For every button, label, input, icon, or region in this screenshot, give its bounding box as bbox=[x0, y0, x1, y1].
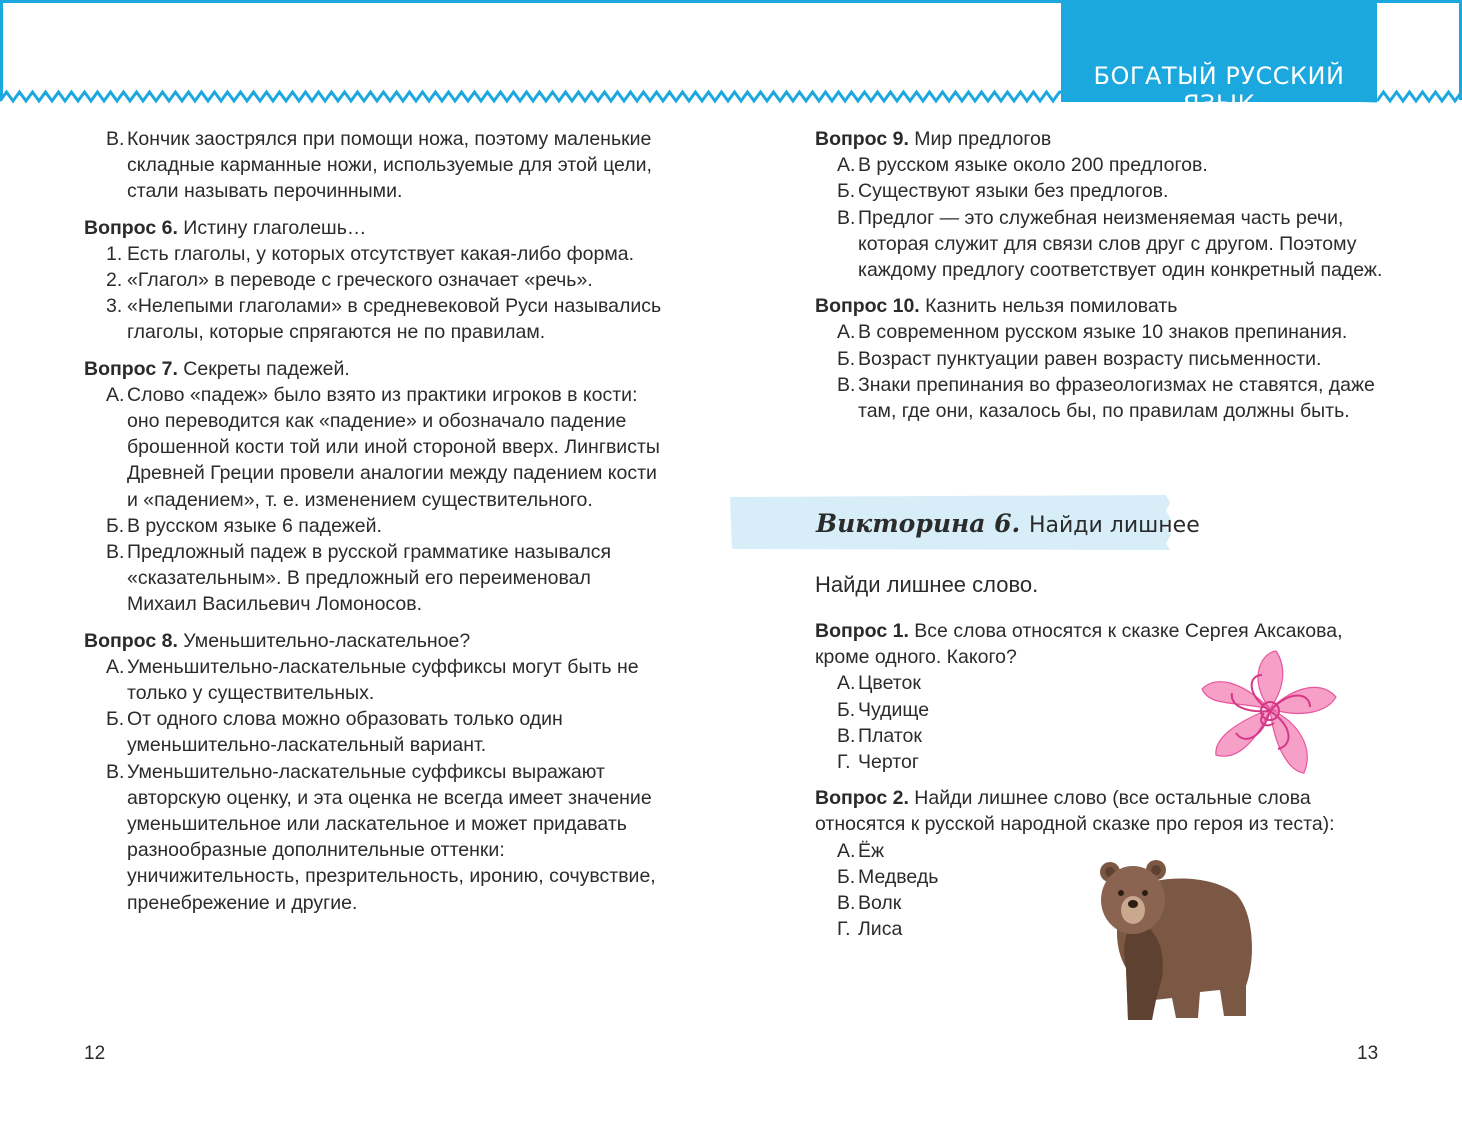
option-marker: В. bbox=[837, 206, 856, 229]
option-marker: В. bbox=[837, 892, 856, 915]
option-text: Волк bbox=[858, 892, 902, 915]
question-label: Вопрос 7. bbox=[84, 357, 178, 380]
page-number-left: 12 bbox=[84, 1043, 106, 1064]
question-label: Вопрос 9. bbox=[815, 128, 909, 150]
option bbox=[84, 759, 664, 916]
option-text: Медведь bbox=[858, 865, 939, 888]
left-page-column bbox=[84, 126, 664, 926]
quiz-intro: Найди лишнее слово. bbox=[815, 572, 1039, 597]
option bbox=[815, 178, 1415, 204]
option bbox=[815, 205, 1415, 284]
question-heading bbox=[84, 215, 664, 241]
option bbox=[815, 346, 1415, 372]
quiz-banner bbox=[730, 495, 1200, 551]
option-text: Чудище bbox=[858, 698, 930, 721]
quiz-title-main: Найди лишнее bbox=[1028, 513, 1200, 538]
option-marker: В. bbox=[106, 760, 125, 783]
option bbox=[84, 654, 664, 706]
option bbox=[84, 126, 664, 205]
option-marker: В. bbox=[837, 373, 856, 396]
question-title: Все слова относятся к сказке Сергея Аксакова, кроме одного. Какого? bbox=[815, 620, 1343, 669]
question-label: Вопрос 10. bbox=[815, 295, 920, 318]
question-title: Казнить нельзя помиловать bbox=[925, 295, 1178, 318]
option-marker: Б. bbox=[837, 180, 856, 203]
option bbox=[815, 916, 1375, 942]
option bbox=[84, 539, 664, 618]
header-tab bbox=[1061, 0, 1377, 118]
option-text: Чертог bbox=[858, 751, 919, 774]
option bbox=[84, 706, 664, 758]
question-heading bbox=[815, 785, 1375, 837]
quiz-title-prefix: Викторина 6. bbox=[816, 509, 1021, 538]
right-page-column bbox=[815, 126, 1415, 434]
left-questions bbox=[84, 215, 664, 916]
option-text: «Глагол» в переводе с греческого означает «речь». bbox=[127, 269, 593, 292]
option bbox=[84, 513, 664, 539]
question-heading bbox=[815, 293, 1415, 319]
question-heading bbox=[84, 356, 664, 382]
pink-flower-icon bbox=[1200, 648, 1340, 783]
option-marker: 3. bbox=[106, 295, 123, 318]
question bbox=[84, 356, 664, 618]
option-text: Слово «падеж» было взято из практики игроков в кости: оно переводится как «падение» и обозначало падение брошенной кости той или иной стороной вверх. Лингвисты Древней Греции провели аналогии между падением кости и «падением», т. е. изменением существительного. bbox=[127, 383, 660, 511]
question-title: Истину глаголешь… bbox=[183, 216, 367, 239]
question bbox=[84, 215, 664, 346]
question-label: Вопрос 1. bbox=[815, 620, 909, 642]
option-marker: Б. bbox=[106, 514, 125, 537]
question bbox=[815, 293, 1415, 424]
question-title: Найди лишнее слово (все остальные слова относятся к русской народной сказке про героя из теста): bbox=[815, 787, 1335, 836]
question-title: Мир предлогов bbox=[914, 128, 1052, 150]
header-title: БОГАТЫЙ РУССКИЙ ЯЗЫК bbox=[1093, 62, 1345, 118]
option-text: В русском языке 6 падежей. bbox=[127, 514, 382, 537]
question-label: Вопрос 2. bbox=[815, 787, 909, 810]
option-text: Платок bbox=[858, 724, 922, 747]
brown-bear-icon bbox=[1096, 858, 1260, 1022]
question-heading bbox=[815, 126, 1415, 152]
option bbox=[84, 241, 664, 267]
option-marker: 2. bbox=[106, 269, 123, 292]
option-marker: Б. bbox=[837, 698, 856, 721]
option bbox=[815, 152, 1415, 178]
option bbox=[815, 864, 1375, 890]
option-marker: А. bbox=[837, 839, 856, 862]
option bbox=[815, 319, 1415, 345]
option-text: Предложный падеж в русской грамматике назывался «сказательным». В предложный его переименовал Михаил Васильевич Ломоносов. bbox=[127, 541, 612, 616]
page-number-right: 13 bbox=[1357, 1043, 1379, 1064]
option-text: Существуют языки без предлогов. bbox=[858, 180, 1169, 203]
option-text: Есть глаголы, у которых отсутствует какая-либо форма. bbox=[127, 242, 634, 265]
option bbox=[815, 372, 1415, 424]
question-heading bbox=[84, 628, 664, 654]
option-marker: А. bbox=[837, 672, 856, 695]
option-marker: В. bbox=[106, 541, 125, 564]
option-marker: А. bbox=[106, 655, 125, 678]
option bbox=[84, 267, 664, 293]
option-text: Ёж bbox=[858, 839, 885, 862]
option-text: Уменьшительно-ласкательные суффиксы могут быть не только у существительных. bbox=[127, 655, 639, 705]
option-marker: Б. bbox=[837, 347, 856, 370]
option-marker: 1. bbox=[106, 242, 123, 265]
option-text: Предлог — это служебная неизменяемая часть речи, которая служит для связи слов друг с другом. Поэтому каждому предлогу соответствует один конкретный падеж. bbox=[858, 206, 1383, 282]
question-label: Вопрос 6. bbox=[84, 216, 178, 239]
option bbox=[815, 890, 1375, 916]
question-title: Секреты падежей. bbox=[183, 357, 350, 380]
question bbox=[815, 126, 1415, 283]
option-marker: В. bbox=[106, 128, 125, 150]
question bbox=[84, 628, 664, 916]
option-text: Цветок bbox=[858, 672, 921, 695]
question-title: Уменьшительно-ласкательное? bbox=[183, 629, 471, 652]
option-marker: Б. bbox=[837, 865, 856, 888]
option-text: Лиса bbox=[858, 918, 903, 941]
option bbox=[815, 838, 1375, 864]
option-marker: Г. bbox=[837, 918, 851, 941]
option-text: Кончик заострялся при помощи ножа, поэтому маленькие складные карманные ножи, используемые для этой цели, стали называть перочинными. bbox=[127, 128, 652, 203]
option-text: В русском языке около 200 предлогов. bbox=[858, 154, 1208, 177]
right-questions bbox=[815, 126, 1415, 424]
option-text: Знаки препинания во фразеологизмах не ставятся, даже там, где они, казалось бы, по правилам должны быть. bbox=[858, 373, 1375, 423]
quiz-title bbox=[816, 509, 1200, 538]
option-text: Возраст пунктуации равен возрасту письменности. bbox=[858, 347, 1322, 370]
option bbox=[84, 293, 664, 345]
option-text: В современном русском языке 10 знаков препинания. bbox=[858, 321, 1348, 344]
option-marker: В. bbox=[837, 724, 856, 747]
question-label: Вопрос 8. bbox=[84, 629, 178, 652]
option-text: «Нелепыми глаголами» в средневековой Руси назывались глаголы, которые спрягаются не по правилам. bbox=[127, 295, 662, 344]
option-marker: Б. bbox=[106, 708, 125, 731]
option-marker: А. bbox=[837, 321, 856, 344]
lead-option bbox=[84, 126, 664, 205]
option-marker: А. bbox=[106, 383, 125, 406]
option-marker: А. bbox=[837, 154, 856, 177]
option bbox=[84, 382, 664, 513]
question bbox=[815, 785, 1375, 942]
option-text: От одного слова можно образовать только один уменьшительно-ласкательный вариант. bbox=[127, 708, 563, 757]
option-text: Уменьшительно-ласкательные суффиксы выражают авторскую оценку, и эта оценка не всегда имеет значение уменьшительное или ласкательное и может придавать разнообразные дополнительные оттенки: уничижительность, презрительность, иронию, сочувствие, пренебрежение и другие. bbox=[127, 760, 656, 914]
option-marker: Г. bbox=[837, 751, 851, 774]
